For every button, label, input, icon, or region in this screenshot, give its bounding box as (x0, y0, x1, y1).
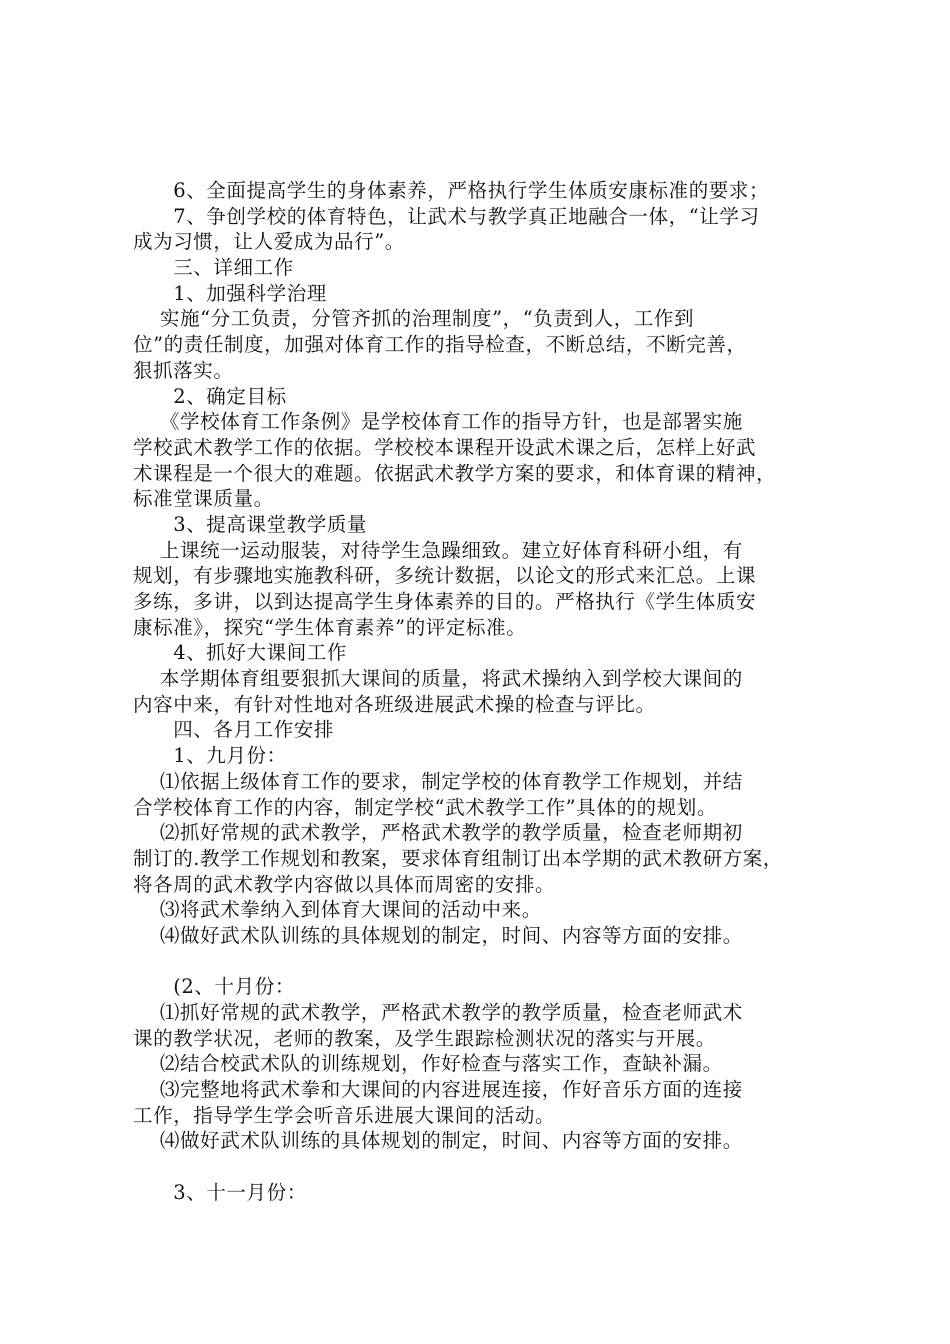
text-line: 制订的.教学工作规划和教案，要求体育组制订出本学期的武术教研方案， (133, 846, 783, 870)
text-line: 规划，有步骤地实施教科研，多统计数据，以论文的形式来汇总。上课 (133, 564, 757, 588)
text-line: 上课统一运动服装，对待学生急躁细致。建立好体育科研小组，有 (133, 538, 743, 562)
text-line: 工作，指导学生学会听音乐进展大课间的活动。 (133, 1103, 556, 1127)
text-line: 7、争创学校的体育特色，让武术与教学真正地融合一体，“让学习 (133, 204, 760, 228)
text-line: 位”的责任制度，加强对体育工作的指导检查，不断总结，不断完善， (133, 333, 747, 357)
text-line: 3、提高课堂教学质量 (133, 512, 368, 536)
text-line: 三、详细工作 (133, 256, 294, 280)
text-line: 4、抓好大课间工作 (133, 641, 348, 665)
text-line: 本学期体育组要狠抓大课间的质量，将武术操纳入到学校大课间的 (133, 667, 743, 691)
text-line: 狠抓落实。 (133, 358, 234, 382)
text-line: ⑷做好武术队训练的具体规划的制定，时间、内容等方面的安排。 (133, 923, 743, 947)
text-line: 多练，多讲，以到达提高学生身体素养的目的。严格执行《学生体质安 (133, 590, 757, 613)
text-line: 术课程是一个很大的难题。依据武术教学方案的要求，和体育课的精神， (133, 461, 777, 485)
text-line: ⑴依据上级体育工作的要求，制定学校的体育教学工作规划，并结 (133, 769, 743, 793)
text-line: 1、九月份： (133, 744, 287, 768)
text-line: 1、加强科学治理 (133, 281, 327, 305)
text-line: 将各周的武术教学内容做以具体而周密的安排。 (133, 872, 556, 896)
text-line: 实施“分工负责，分管齐抓的治理制度”，“负责到人，工作到 (133, 307, 695, 331)
text-line: 2、确定目标 (133, 384, 287, 408)
text-line: ⑶将武术拳纳入到体育大课间的活动中来。 (133, 898, 542, 922)
blank-line (133, 1154, 833, 1180)
text-line: ⑴抓好常规的武术教学，严格武术教学的教学质量，检查老师武术 (133, 1001, 743, 1024)
text-line: 3、十一月份： (133, 1180, 307, 1204)
text-line: 成为习惯，让人爱成为品行”。 (133, 230, 405, 254)
text-line: 康标准》，探究“学生体育素养”的评定标准。 (133, 615, 527, 639)
text-line: ⑶完整地将武术拳和大课间的内容进展连接，作好音乐方面的连接 (133, 1078, 743, 1102)
text-line: 内容中来，有针对性地对各班级进展武术操的检查与评比。 (133, 692, 656, 716)
text-line: 标准堂课质量。 (133, 487, 274, 511)
text-line: ⑵抓好常规的武术教学，严格武术教学的教学质量，检查老师期初 (133, 821, 743, 845)
text-line: 《学校体育工作条例》是学校体育工作的指导方针，也是部署实施 (133, 410, 743, 434)
text-line: (2、十月份： (133, 975, 295, 999)
text-line: 6、全面提高学生的身体素养，严格执行学生体质安康标准的要求； (133, 179, 770, 202)
text-line: ⑵结合校武术队的训练规划，作好检查与落实工作，查缺补漏。 (133, 1052, 723, 1076)
text-line: ⑷做好武术队训练的具体规划的制定，时间、内容等方面的安排。 (133, 1129, 743, 1153)
text-line: 课的教学状况，老师的教案，及学生跟踪检测状况的落实与开展。 (133, 1026, 716, 1050)
blank-line (133, 949, 833, 975)
text-line: 学校武术教学工作的依据。学校校本课程开设武术课之后，怎样上好武 (133, 435, 757, 459)
text-line: 四、各月工作安排 (133, 718, 335, 742)
document-body (133, 178, 833, 1206)
text-line: 合学校体育工作的内容，制定学校“武术教学工作”具体的的规划。 (133, 795, 717, 819)
